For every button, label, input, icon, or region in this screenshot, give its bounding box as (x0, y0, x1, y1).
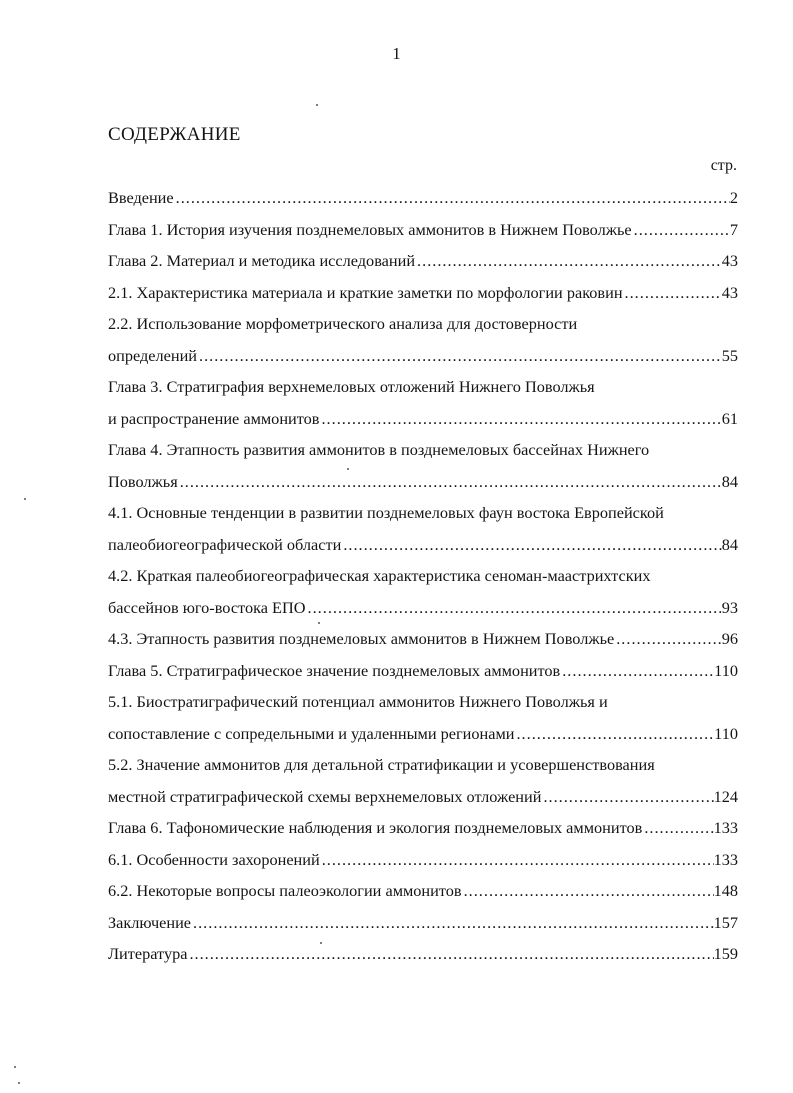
toc-entry-page: 84 (721, 534, 738, 554)
toc-entry (108, 655, 738, 687)
toc-entry-page: 110 (714, 660, 738, 680)
toc-entry (108, 403, 738, 435)
toc-entry (108, 560, 738, 592)
toc-entry-page: 2 (729, 188, 738, 207)
toc-leader-dots (174, 182, 730, 214)
toc-entry-text: Введение (108, 188, 174, 207)
toc-entry-text: 6.2. Некоторые вопросы палеоэкологии аммонитов (108, 881, 462, 900)
toc-leader-dots (178, 466, 722, 498)
toc-entry (108, 182, 738, 214)
toc-entry (108, 214, 738, 246)
toc-entry-text: 4.1. Основные тенденции в развитии позднемеловых фаун востока Европейской (108, 503, 664, 522)
toc-leader-dots (341, 529, 721, 561)
toc-entry (108, 686, 738, 718)
toc-leader-dots (614, 623, 721, 655)
scan-speck (18, 1082, 20, 1084)
toc-entry-text: Глава 3. Стратиграфия верхнемеловых отложений Нижнего Поволжья (108, 377, 595, 396)
toc-entry-page: 133 (713, 818, 738, 837)
toc-entry-text: Глава 2. Материал и методика исследований (108, 251, 416, 270)
toc-entry-page: 61 (721, 408, 738, 428)
toc-entry (108, 875, 738, 907)
toc-entry-text: сопоставление с сопредельными и удаленными регионами (108, 723, 515, 743)
toc-entry (108, 907, 738, 939)
toc-entry-text: Глава 1. История изучения позднемеловых аммонитов в Нижнем Поволжье (108, 219, 632, 239)
toc-leader-dots (187, 938, 713, 970)
toc-entry-page: 55 (721, 345, 738, 365)
toc-entry-text: Глава 6. Тафономические наблюдения и экология позднемеловых аммонитов (108, 818, 643, 837)
toc-entry-text: Литература (108, 944, 188, 963)
toc-entry-text: Заключение (108, 912, 192, 932)
toc-entry-text: 5.2. Значение аммонитов для детальной стратификации и усовершенствования (108, 755, 655, 774)
toc-entry-page: 93 (721, 597, 738, 617)
toc-entry (108, 340, 738, 372)
scan-speck (24, 498, 26, 500)
toc-entry-text: Глава 4. Этапность развития аммонитов в позднемеловых бассейнах Нижнего (108, 440, 650, 459)
toc-entry (108, 749, 738, 781)
toc-entry-text: определений (108, 345, 198, 365)
toc-entry-text: местной стратиграфической схемы верхнемеловых отложений (108, 786, 542, 806)
toc-entry-page: 159 (713, 944, 738, 963)
toc-leader-dots (306, 592, 722, 624)
scan-speck (320, 942, 322, 944)
toc-entry-page: 110 (714, 723, 738, 743)
toc-leader-dots (560, 655, 714, 687)
toc-entry-text: 2.1. Характеристика материала и краткие заметки по морфологии раковин (108, 282, 623, 302)
page-number: 1 (392, 44, 401, 63)
toc-entry-text: Поволжья (108, 471, 178, 491)
toc-entry-page: 43 (721, 282, 738, 302)
toc-leader-dots (541, 781, 713, 813)
toc-entry (108, 812, 738, 844)
scan-speck (318, 622, 320, 624)
toc-entry-page: 96 (721, 629, 738, 648)
toc-entry-page: 84 (721, 471, 738, 491)
toc-entry-page: 7 (729, 219, 738, 239)
toc-leader-dots (642, 812, 713, 844)
toc-entry-page: 148 (713, 881, 738, 900)
toc-entry-text: 2.2. Использование морфометрического анализа для достоверности (108, 314, 578, 333)
toc-leader-dots (319, 403, 721, 435)
toc-leader-dots (514, 718, 714, 750)
toc-entry (108, 497, 738, 529)
page-column-label: стр. (710, 157, 737, 174)
toc-entry-text: 4.3. Этапность развития позднемеловых аммонитов в Нижнем Поволжье (108, 629, 615, 648)
scan-speck (316, 104, 318, 106)
toc-leader-dots (197, 340, 722, 372)
toc-entry-text: и распространение аммонитов (108, 408, 320, 428)
toc-leader-dots (191, 907, 714, 939)
toc-entry (108, 623, 738, 655)
toc-leader-dots (623, 277, 722, 309)
scan-speck (14, 1066, 16, 1068)
toc-entry (108, 466, 738, 498)
toc-entry (108, 938, 738, 970)
toc-leader-dots (415, 245, 722, 277)
toc-entry-text: 4.2. Краткая палеобиогеографическая характеристика сеноман-маастрихтских (108, 566, 651, 585)
toc-entry (108, 781, 738, 813)
toc-entry-page: 157 (713, 912, 738, 932)
toc-entry (108, 371, 738, 403)
toc-entry (108, 592, 738, 624)
toc-entry (108, 308, 738, 340)
toc-entry (108, 245, 738, 277)
toc-entry (108, 844, 738, 876)
table-of-contents (108, 182, 738, 970)
toc-entry (108, 434, 738, 466)
toc-entry-text: Глава 5. Стратиграфическое значение позднемеловых аммонитов (108, 660, 561, 680)
toc-entry (108, 277, 738, 309)
page-title: СОДЕРЖАНИЕ (108, 124, 241, 145)
toc-entry (108, 718, 738, 750)
toc-leader-dots (462, 875, 714, 907)
toc-entry (108, 529, 738, 561)
toc-leader-dots (632, 214, 730, 246)
toc-entry-page: 133 (713, 849, 738, 869)
toc-entry-page: 124 (713, 786, 738, 806)
toc-leader-dots (320, 844, 714, 876)
toc-entry-page: 43 (721, 251, 738, 270)
toc-entry-text: 5.1. Биостратиграфический потенциал аммонитов Нижнего Поволжья и (108, 692, 608, 711)
toc-entry-text: 6.1. Особенности захоронений (108, 849, 320, 869)
toc-entry-text: бассейнов юго-востока ЕПО (108, 597, 306, 617)
scan-speck (347, 468, 349, 470)
toc-entry-text: палеобиогеографической области (108, 534, 342, 554)
